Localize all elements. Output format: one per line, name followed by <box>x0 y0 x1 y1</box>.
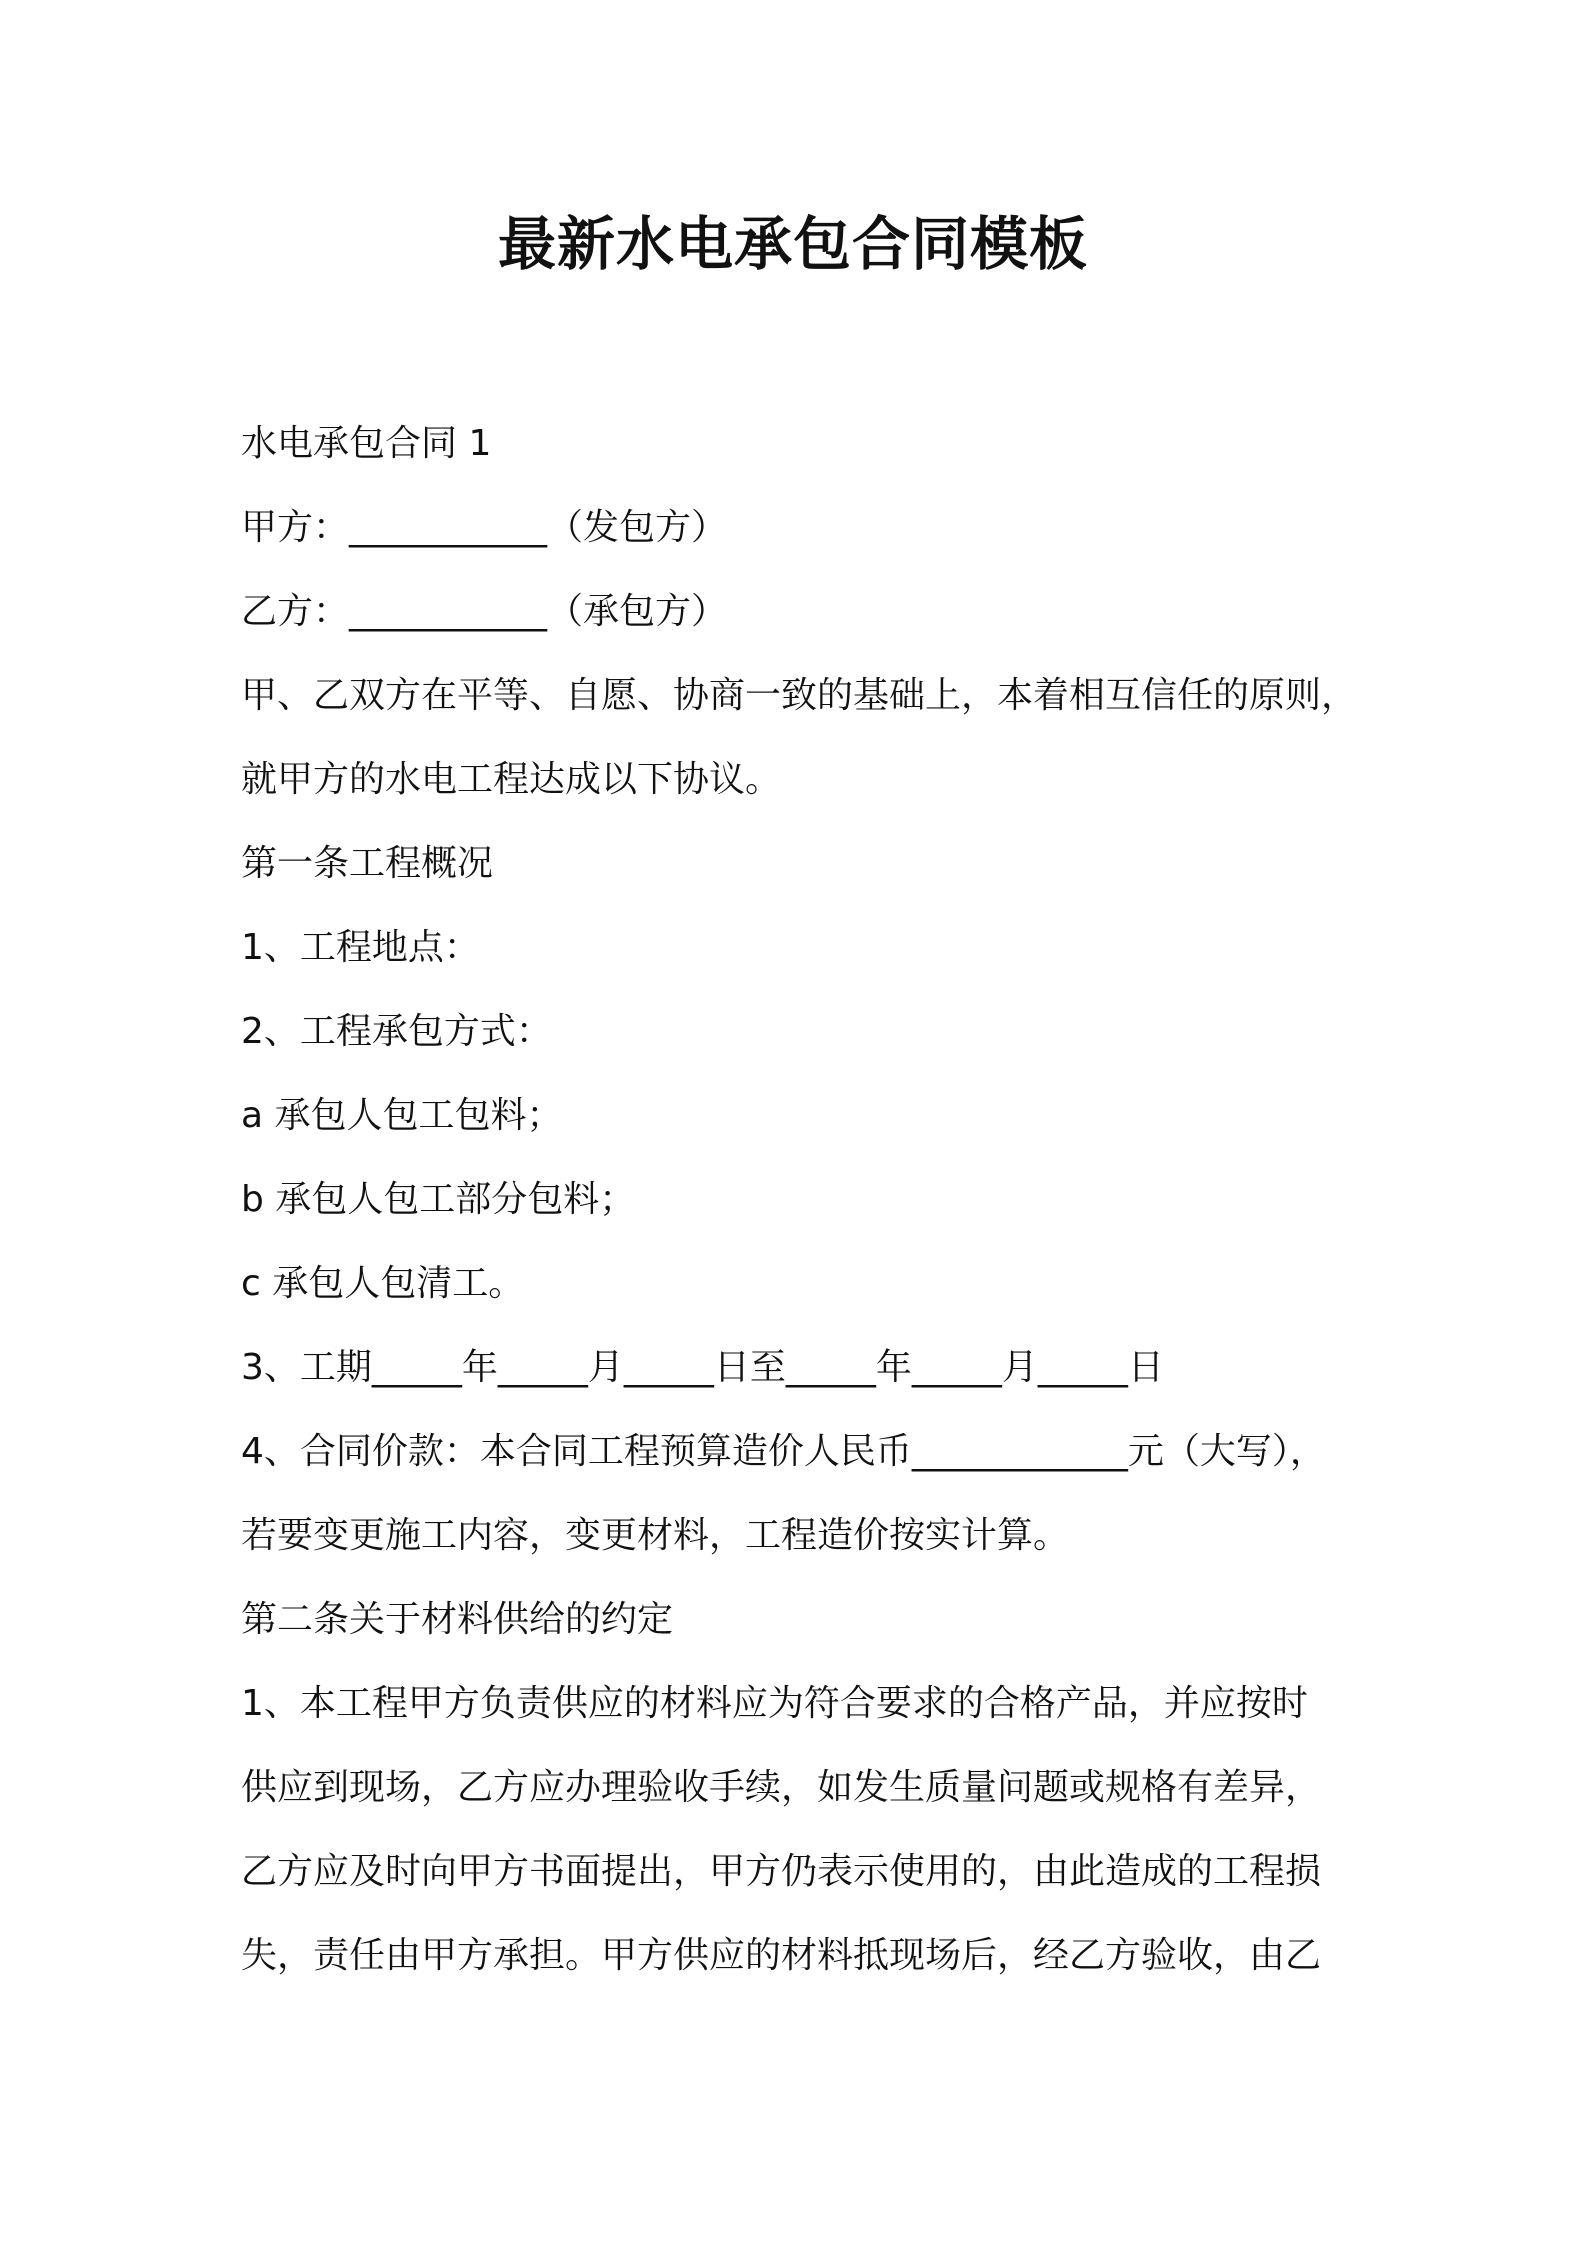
paragraph-line: 供应到现场，乙方应办理验收手续，如发生质量问题或规格有差异， <box>241 1767 1322 1808</box>
paragraph-line: 乙方应及时向甲方书面提出，甲方仍表示使用的，由此造成的工程损 <box>241 1851 1322 1892</box>
paragraph-line: 就甲方的水电工程达成以下协议。 <box>241 759 782 800</box>
article-heading: 第二条关于材料供给的约定 <box>241 1599 674 1640</box>
document-title: 最新水电承包合同模板 <box>497 210 1088 278</box>
clause-line: 1、工程地点： <box>241 927 480 968</box>
party-a-line: 甲方：___________（发包方） <box>241 507 728 548</box>
option-line: c 承包人包清工。 <box>241 1263 525 1304</box>
document-body <box>241 402 1361 1998</box>
paragraph-line: 甲、乙双方在平等、自愿、协商一致的基础上，本着相互信任的原则， <box>241 675 1358 716</box>
party-b-line: 乙方：___________（承包方） <box>241 591 728 632</box>
clause-line: 4、合同价款：本合同工程预算造价人民币____________元（大写）， <box>241 1431 1326 1472</box>
article-heading: 第一条工程概况 <box>241 843 494 884</box>
option-line: b 承包人包工部分包料； <box>241 1179 636 1220</box>
contract-heading: 水电承包合同 1 <box>241 423 492 464</box>
paragraph-line: 失，责任由甲方承担。甲方供应的材料抵现场后，经乙方验收，由乙 <box>241 1935 1322 1976</box>
paragraph-line: 若要变更施工内容，变更材料，工程造价按实计算。 <box>241 1515 1070 1556</box>
option-line: a 承包人包工包料； <box>241 1095 563 1136</box>
clause-line: 2、工程承包方式： <box>241 1011 552 1052</box>
paragraph-line: 1、本工程甲方负责供应的材料应为符合要求的合格产品，并应按时 <box>241 1683 1308 1724</box>
clause-line: 3、工期_____年_____月_____日至_____年_____月_____日 <box>241 1347 1164 1388</box>
